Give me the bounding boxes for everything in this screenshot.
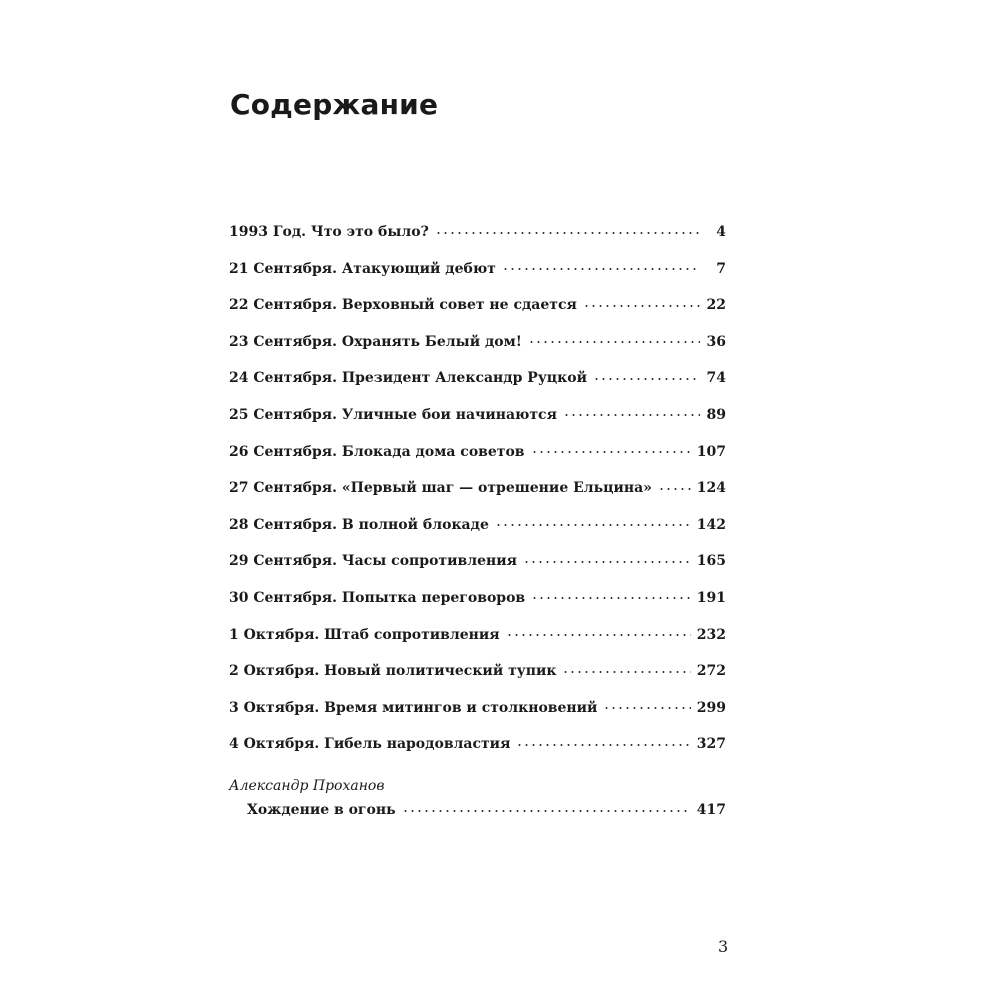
toc-entry-title: 4 Октября. Гибель народовластия [229,736,511,753]
dot-leader [516,735,690,749]
toc-entry-page: 4 [716,224,726,240]
page-number: 3 [718,937,729,956]
toc-entry [229,222,726,259]
dot-leader [402,801,691,815]
toc-entry [229,625,726,662]
dot-leader [583,296,700,310]
dot-leader [528,333,700,347]
toc-entry-page: 142 [696,516,726,533]
toc-entry [229,551,726,588]
toc-entry [229,661,726,698]
toc-entry-page: 74 [706,370,726,387]
toc-entry-page: 191 [696,589,726,606]
toc-entry-title: 27 Сентября. «Первый шаг — отрешение Ельцина» [229,480,652,497]
toc-entry [229,295,726,332]
toc-entry-title: 3 Октября. Время митингов и столкновений [229,699,598,716]
dot-leader [603,699,690,713]
toc-entry-title: 23 Сентября. Охранять Белый дом! [229,333,522,350]
toc-entry-title: 21 Сентября. Атакующий дебют [229,260,496,277]
dot-leader [563,406,700,420]
toc-entry [229,698,726,735]
toc-entry [229,368,726,405]
toc-entry [229,259,726,296]
toc-entry-title: 25 Сентября. Уличные бои начинаются [229,406,557,423]
toc-entry-title: 1 Октября. Штаб сопротивления [229,626,500,643]
toc-entry-page: 7 [716,260,726,277]
toc-entry-page: 272 [696,663,726,680]
dot-leader [435,223,700,237]
toc-entry-page: 327 [696,736,726,753]
toc-entry-title: 28 Сентября. В полной блокаде [229,516,489,533]
afterword-page: 417 [696,802,726,818]
toc-entry [229,588,726,625]
dot-leader [658,479,691,493]
toc-entry-page: 89 [706,406,726,423]
toc-entry-page: 299 [696,699,726,716]
dot-leader [531,443,691,457]
dot-leader [531,589,691,603]
toc-entry-title: 1993 Год. Что это было? [229,224,429,240]
toc-entry-page: 22 [706,297,726,314]
toc-entry-title: 26 Сентября. Блокада дома советов [229,443,525,460]
toc-entry-page: 232 [696,626,726,643]
toc-entry-page: 165 [696,553,726,570]
toc-entry-page: 107 [696,443,726,460]
toc-entry-page: 36 [706,333,726,350]
toc-entry [229,332,726,369]
toc-entry [229,734,726,771]
dot-leader [495,516,691,530]
toc-entry-page: 124 [696,480,726,497]
toc-entry-title: 22 Сентября. Верховный совет не сдается [229,297,577,314]
toc-entry-title: 30 Сентября. Попытка переговоров [229,589,526,606]
afterword-title: Хождение в огонь [247,802,396,818]
dot-leader [523,552,691,566]
dot-leader [593,369,700,383]
table-of-contents [229,222,726,771]
toc-entry [229,442,726,479]
toc-entry-title: 2 Октября. Новый политический тупик [229,663,557,680]
dot-leader [502,260,700,274]
toc-entry [229,405,726,442]
toc-entry [229,478,726,515]
dot-leader [562,662,690,676]
toc-entry-title: 24 Сентября. Президент Александр Руцкой [229,370,587,387]
toc-entry [229,515,726,552]
toc-entry-title: 29 Сентября. Часы сопротивления [229,553,517,570]
afterword-author: Александр Проханов [229,778,385,794]
page-title: Содержание [230,88,439,121]
afterword-entry [247,800,726,837]
dot-leader [506,626,691,640]
